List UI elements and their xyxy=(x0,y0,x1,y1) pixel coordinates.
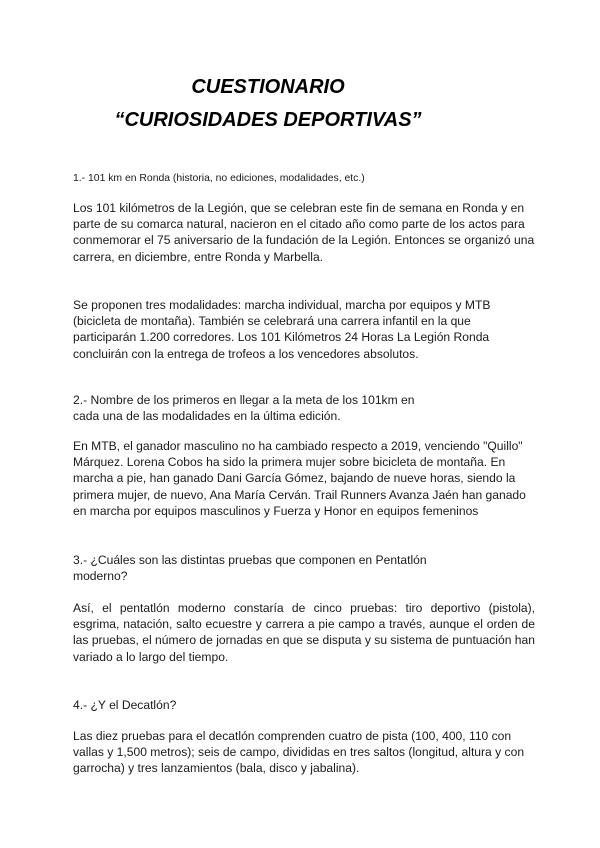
answer-2: En MTB, el ganador masculino no ha cambiado respecto a 2019, venciendo "Quillo" Márquez. Lorena Cobos ha sido la primera mujer sobre bicicleta de montaña. En marcha a pie, han ganado Dani García Gómez, bajando de nueve horas, siendo la primera mujer, de nuevo, Ana María Cerván. Trail Runners Avanza Jaén han ganado en marcha por equipos masculinos y Fuerza y Honor en equipos femeninos xyxy=(73,439,526,518)
answer-1-paragraph-1: Los 101 kilómetros de la Legión, que se celebran este fin de semana en Ronda y en parte de su comarca natural, nacieron en el citado año como parte de los actos para conmemorar el 75 aniversario de la fundación de la Legión. Entonces se organizó una carrera, en diciembre, entre Ronda y Marbella. xyxy=(73,201,535,264)
question-3-line-1: 3.- ¿Cuáles son las distintas pruebas que componen en Pentatlón xyxy=(73,553,427,567)
question-2-line-2: cada una de las modalidades en la última edición. xyxy=(73,409,341,423)
document-subtitle: “CURIOSIDADES DEPORTIVAS” xyxy=(114,109,422,131)
answer-4: Las diez pruebas para el decatlón comprenden cuatro de pista (100, 400, 110 con vallas y 1,500 metros); seis de campo, divididas en tres saltos (longitud, altura y con garrocha) y tres lanzamientos (bala, disco y jabalina). xyxy=(73,729,525,776)
question-3-line-2: moderno? xyxy=(73,569,128,583)
question-4: 4.- ¿Y el Decatlón? xyxy=(73,698,177,712)
answer-1-paragraph-2: Se proponen tres modalidades: marcha individual, marcha por equipos y MTB (bicicleta de montaña). También se celebrará una carrera infantil en la que participarán 1.200 corredores. Los 101 Kilómetros 24 Horas La Legión Ronda concluirán con la entrega de trofeos a los vencedores absolutos. xyxy=(73,298,491,361)
question-2-line-1: 2.- Nombre de los primeros en llegar a la meta de los 101km en xyxy=(73,393,415,407)
question-1: 1.- 101 km en Ronda (historia, no ediciones, modalidades, etc.) xyxy=(73,173,365,184)
answer-3: Así, el pentatlón moderno constaría de cinco pruebas: tiro deportivo (pistola), esgrima, natación, salto ecuestre y carrera a pie campo a través, aunque el orden de las pruebas, el número de jornadas en que se disputa y su sistema de puntuación han variado a lo largo del tiempo. xyxy=(73,601,535,664)
document-title: CUESTIONARIO xyxy=(191,76,345,98)
